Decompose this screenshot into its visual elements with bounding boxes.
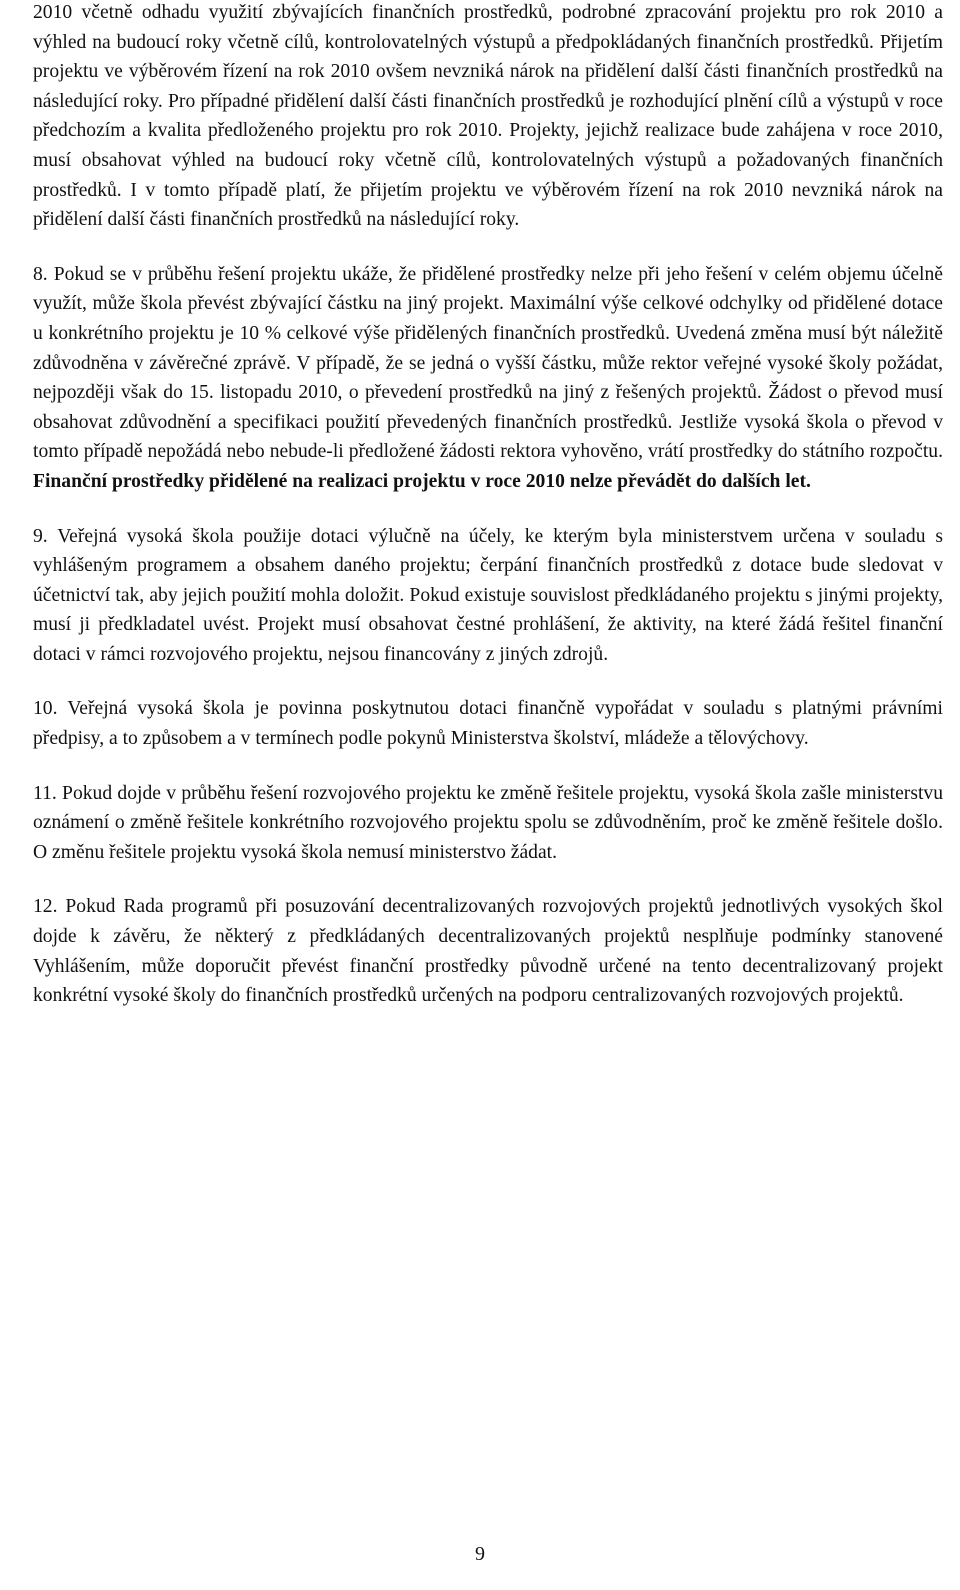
item-number: 8. xyxy=(33,263,48,285)
item-number: 9. xyxy=(33,525,48,547)
list-item-8 xyxy=(33,260,943,497)
item-number: 10. xyxy=(33,698,58,720)
item-bold-text: Finanční prostředky přidělené na realizaci projektu v roce 2010 nelze převádět do dalších let. xyxy=(33,470,811,492)
item-text: Pokud se v průběhu řešení projektu ukáže, že přidělené prostředky nelze při jeho řešení v celém objemu účelně využít, může škola převést zbývající částku na jiný projekt. Maximální výše celkové odchylky od přidělené dotace u konkrétního projektu je 10 % celkové výše přidělených finančních prostředků. Uvedená změna musí být náležitě zdůvodněna v závěrečné zprávě. V případě, že se jedná o vyšší částku, může rektor veřejné vysoké školy požádat, nejpozději však do 15. listopadu 2010, o převedení prostředků na jiný z řešených projektů. Žádost o převod musí obsahovat zdůvodnění a specifikaci použití převedených finančních prostředků. Jestliže vysoká škola o převod v tomto případě nepožádá nebo nebude-li předložené žádosti rektora vyhověno, vrátí prostředky do státního rozpočtu. xyxy=(33,263,943,463)
list-item-12 xyxy=(33,892,943,1010)
item-text: Veřejná vysoká škola je povinna poskytnutou dotaci finančně vypořádat v souladu s platnými právními předpisy, a to způsobem a v termínech podle pokynů Ministerstva školství, mládeže a tělovýchovy. xyxy=(33,698,943,750)
document-page xyxy=(33,0,943,1036)
item-text: Pokud Rada programů při posuzování decentralizovaných rozvojových projektů jednotlivých vysokých škol dojde k závěru, že některý z předkládaných decentralizovaných projektů nesplňuje podmínky stanovené Vyhlášením, může doporučit převést finanční prostředky původně určené na tento decentralizovaný projekt konkrétní vysoké školy do finančních prostředků určených na podporu centralizovaných rozvojových projektů. xyxy=(33,896,943,1007)
item-number: 12. xyxy=(33,896,58,918)
list-item-11 xyxy=(33,779,943,868)
item-text: Veřejná vysoká škola použije dotaci výlučně na účely, ke kterým byla ministerstvem určena v souladu s vyhlášeným programem a obsahem daného projektu; čerpání finančních prostředků z dotace bude sledovat v účetnictví tak, aby jejich použití mohla doložit. Pokud existuje souvislost předkládaného projektu s jinými projekty, musí ji předkladatel uvést. Projekt musí obsahovat čestné prohlášení, že aktivity, na které žádá řešitel finanční dotaci v rámci rozvojového projektu, nejsou financovány z jiných zdrojů. xyxy=(33,525,943,665)
page-number: 9 xyxy=(475,1543,485,1565)
list-item-10 xyxy=(33,694,943,753)
item-text: Pokud dojde v průběhu řešení rozvojového projektu ke změně řešitele projektu, vysoká škola zašle ministerstvu oznámení o změně řešitele konkrétního rozvojového projektu spolu se zdůvodněním, proč ke změně řešitele došlo. O změnu řešitele projektu vysoká škola nemusí ministerstvo žádat. xyxy=(33,782,943,863)
list-item-9 xyxy=(33,522,943,670)
item-number: 11. xyxy=(33,782,57,804)
intro-paragraph: 2010 včetně odhadu využití zbývajících finančních prostředků, podrobné zpracování projektu pro rok 2010 a výhled na budoucí roky včetně cílů, kontrolovatelných výstupů a předpokládaných finančních prostředků. Přijetím projektu ve výběrovém řízení na rok 2010 ovšem nevzniká nárok na přidělení další části finančních prostředků na následující roky. Pro případné přidělení další části finančních prostředků je rozhodující plnění cílů a výstupů v roce předchozím a kvalita předloženého projektu pro rok 2010. Projekty, jejichž realizace bude zahájena v roce 2010, musí obsahovat výhled na budoucí roky včetně cílů, kontrolovatelných výstupů a požadovaných finančních prostředků. I v tomto případě platí, že přijetím projektu ve výběrovém řízení na rok 2010 nevzniká nárok na přidělení další části finančních prostředků na následující roky. xyxy=(33,2,943,231)
